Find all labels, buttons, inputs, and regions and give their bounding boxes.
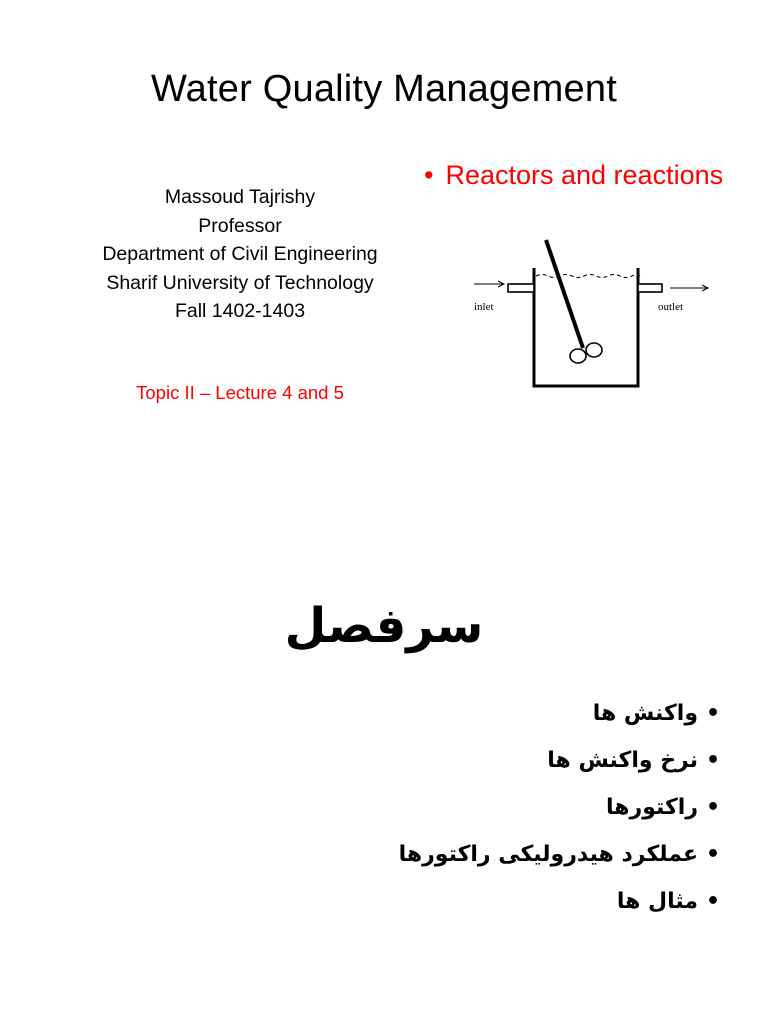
outline-title: سرفصل xyxy=(284,598,484,654)
inlet-pipe xyxy=(508,284,534,292)
list-item-text: مثال ها xyxy=(616,889,698,914)
impeller-blade-left xyxy=(570,349,586,363)
slide-title xyxy=(0,0,768,470)
list-item-text: عملکرد هیدرولیکی راکتورها xyxy=(398,842,698,867)
list-item xyxy=(88,831,728,878)
bullet-dot: • xyxy=(705,701,721,726)
water-surface xyxy=(536,275,640,278)
outline-list xyxy=(88,690,728,925)
list-item-text: نرخ واکنش ها xyxy=(547,748,698,773)
reactor-diagram xyxy=(456,226,766,394)
list-item xyxy=(88,878,728,925)
list-item-text: راکتورها xyxy=(606,795,698,820)
author-name: Massoud Tajrishy xyxy=(164,186,316,208)
bullet-reactors xyxy=(424,160,723,191)
author-department: Department of Civil Engineering xyxy=(102,243,378,265)
bullet-dot: • xyxy=(705,889,721,914)
reactor-diagram-svg xyxy=(456,226,766,394)
outlet-label: outlet xyxy=(658,301,684,313)
slide-title-heading: Water Quality Management xyxy=(151,68,617,110)
inlet-label: inlet xyxy=(474,301,494,313)
list-item xyxy=(88,690,728,737)
author-block xyxy=(70,183,410,326)
list-item xyxy=(88,784,728,831)
impeller-blade-right xyxy=(586,343,602,357)
tank-outline xyxy=(534,268,638,386)
list-item-text: واکنش ها xyxy=(592,701,698,726)
slide-outline xyxy=(0,510,768,1024)
author-university: Sharif University of Technology xyxy=(106,271,374,294)
list-item xyxy=(88,737,728,784)
bullet-reactors-text: Reactors and reactions xyxy=(445,160,724,190)
author-position: Professor xyxy=(198,214,282,237)
topic-label: Topic II – Lecture 4 and 5 xyxy=(136,382,344,403)
mixer-shaft xyxy=(546,240,583,348)
bullet-dot: • xyxy=(705,795,721,820)
bullet-dot: • xyxy=(705,842,721,867)
author-term: Fall 1402-1403 xyxy=(174,300,306,322)
outlet-pipe xyxy=(638,284,662,292)
bullet-dot: • xyxy=(424,160,434,190)
bullet-dot: • xyxy=(705,748,721,773)
